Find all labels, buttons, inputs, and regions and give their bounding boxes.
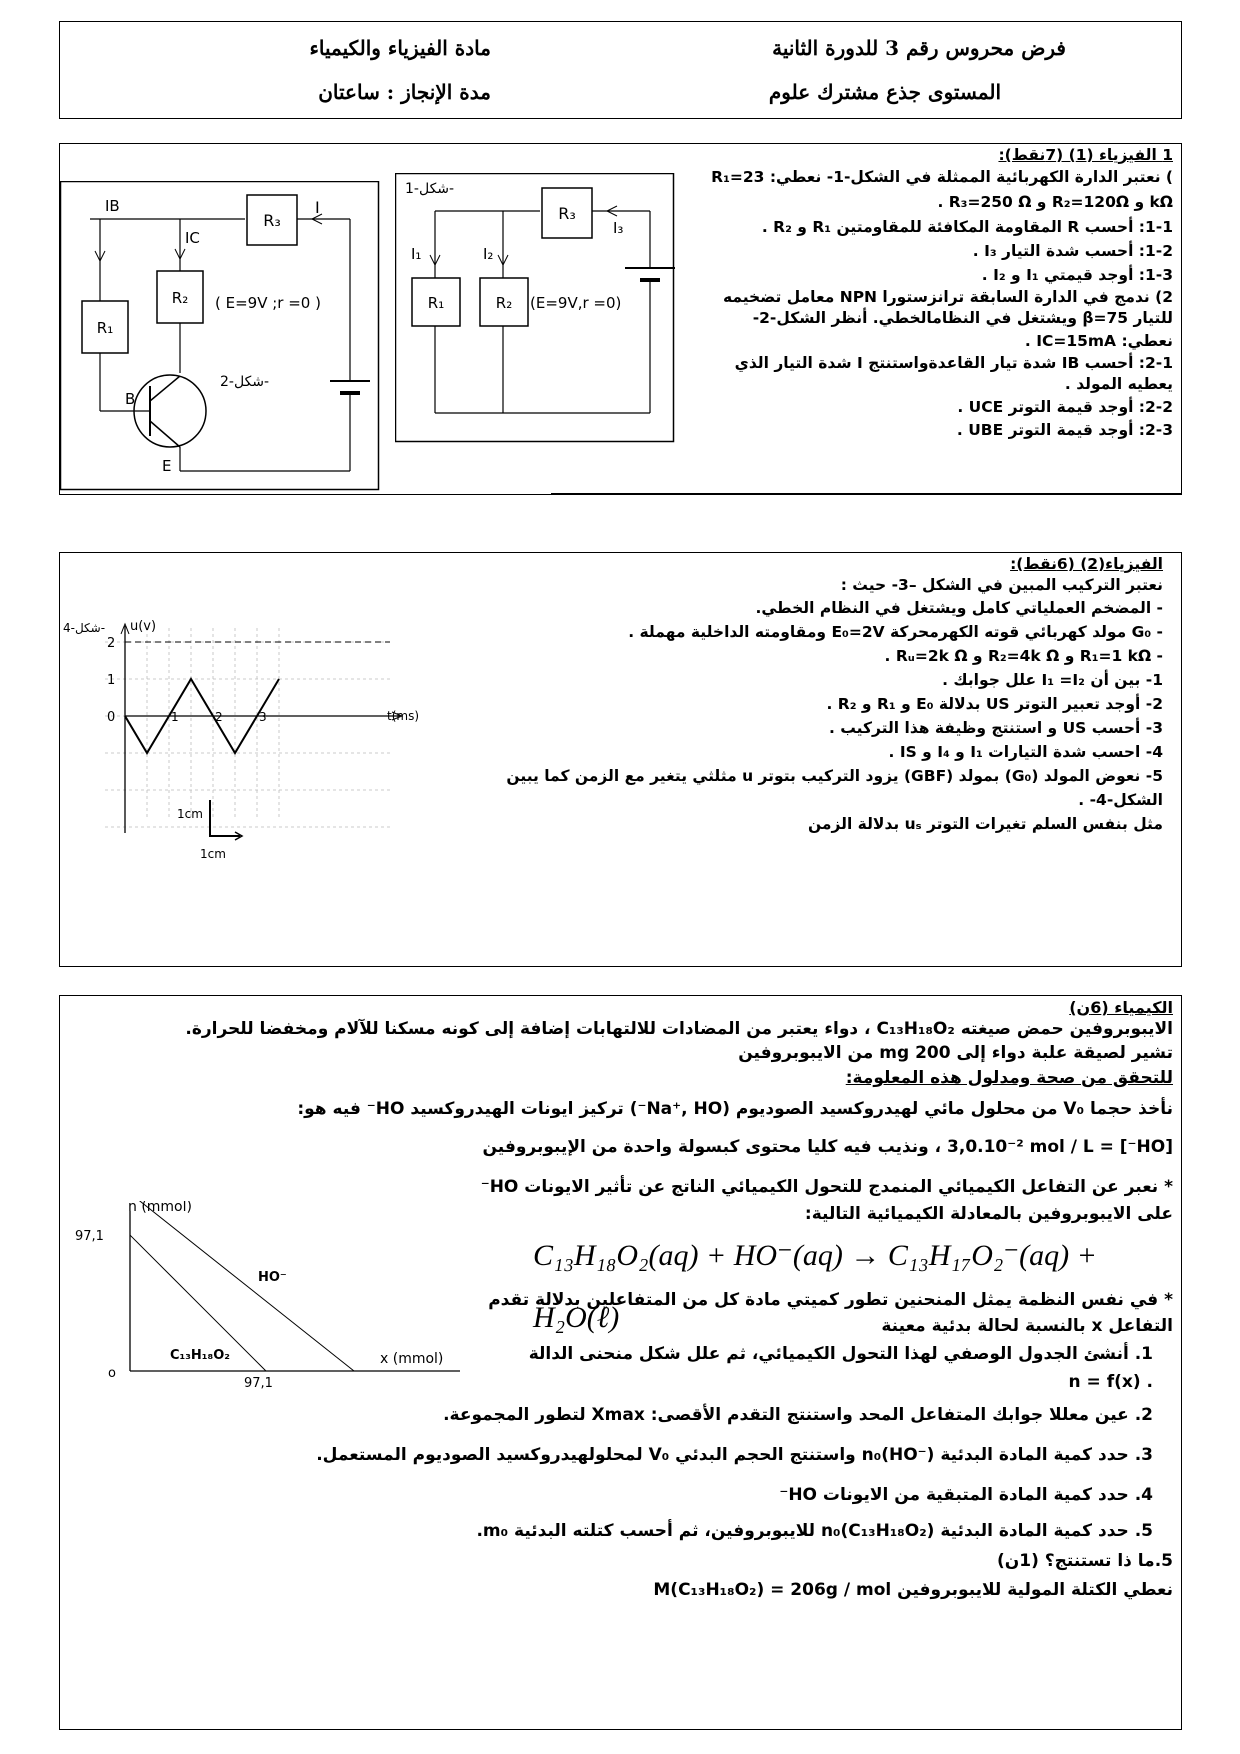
chemistry-q2: 2. عين معللا جوابك المتفاعل المحد واستنتج التقدم الأقصى: Xmax لتطور المجموعة. [443,1405,1153,1425]
y-tick-label: 2 [107,636,116,651]
chemistry-intro-2: تشير لصيقة علبة دواء إلى 200 mg من الايبوبروفين [738,1043,1173,1063]
chemistry-intro-1: الايبوبروفين حمض صيغته C₁₃H₁₈O₂ ، دواء يعتبر من المضادات للالتهابات إضافة إلى كونه مسكنا للآلام ومخفضا للحرارة. [185,1019,1173,1039]
x-value-label: 97,1 [243,1376,273,1391]
fig2-i-label: I [315,198,320,217]
chemistry-q5: 5. حدد كمية المادة البدئية n₀(C₁₃H₁₈O₂) للايبوبروفين، ثم أحسب كتلته البدئية m₀. [476,1521,1153,1541]
physics1-line-4: 1-3: أوجد قيمتي I₁ و I₂ . [981,266,1173,284]
chemistry-q1b: . n = f(x) [1068,1372,1153,1392]
origin-label: o [108,1366,116,1381]
physics2-line-6: 2- أوجد تعبير التوتر US بدلالة E₀ و R₁ و R₂ . [826,695,1163,713]
subject: مادة الفيزياء والكيمياء [309,36,491,60]
chemistry-verify: للتحقق من صحة ومدلول هذه المعلومة: [845,1068,1173,1088]
chemistry-q1a: 1. أنشئ الجدول الوصفي لهذا التحول الكيميائي، ثم علل شكل منحنى الدالة [528,1344,1153,1364]
physics1-line-9: 2-3: أوجد قيمة التوتر UBE . [956,421,1173,439]
graph-caption: شكل-4- [63,621,106,635]
physics2-text [463,555,1163,836]
fig1-r3-label: R₃ [558,204,576,223]
chemistry-q4: 4. حدد كمية المادة المتبقية من الايونات HO⁻ [779,1485,1153,1505]
chemistry-q6: 5.ما ذا تستنتج؟ (1ن) [996,1551,1173,1571]
fig1-caption: شكل-1- [405,181,455,197]
fig2-caption: شكل-2- [220,374,270,390]
x-tick-label: 1 [171,710,179,724]
physics2-line-7: 3- أحسب US و استنتج وظيفة هذا التركيب . [828,719,1163,737]
chemistry-curves-1: * في نفس النظمة يمثل المنحنين تطور كميتي مادة كل من المتفاعلين بدلالة تقدم [488,1290,1173,1310]
scale-y-label: 1cm [177,807,203,821]
exam-title: فرض محروس رقم 3 للدورة الثانية [772,36,1066,60]
fig1-i1-label: I₁ [411,245,422,263]
physics1-line-6: نعطي: IC=15mA . [1024,332,1173,350]
fig1-i3-label: I₃ [613,219,624,237]
physics2-title: الفيزياء(2) (6نقط): [1010,555,1163,573]
fig2-r2-label: R₂ [171,289,189,307]
physics1-line-7: 2-1: أحسب IB شدة تيار القاعدةواستنتج I شدة التيار الذي يعطيه المولد . [734,354,1173,393]
physics1-line-5: 2) ندمج في الدارة السابقة ترانزستورا NPN معامل تضخيمه للتيار β=75 ويشتغل في النظامالخطي. أنظر الشكل-2- [722,288,1173,327]
fig1-gen-label: (E=9V,r =0) [530,294,622,312]
x-tick-label: 2 [215,710,223,724]
chemistry-curves-2: التفاعل x بالنسبة لحالة بدئية معينة [881,1316,1173,1336]
fig2-gen-label: ( E=9V ;r =0 ) [215,294,321,312]
physics2-line-3: - G₀ مولد كهربائي قوته الكهرمحركة E₀=2V ومقاومته الداخلية مهملة . [628,623,1163,641]
x-axis-label: t(ms) [387,709,420,723]
y-tick-label: 1 [107,673,116,688]
physics2-line-10: مثل بنفس السلم تغيرات التوتر uₛ بدلالة الزمن [807,815,1163,833]
curve-ibuprofen-label: C₁₃H₁₈O₂ [170,1348,230,1363]
triangular-voltage-graph [60,618,450,868]
physics1-line-2: 1-1: أحسب R المقاومة المكافئة للمقاومتين R₁ و R₂ . [761,218,1173,236]
physics2-line-4: - R₁=1 kΩ و R₂=4k Ω و Rᵤ=2k Ω . [884,647,1163,665]
fig1-r1-label: R₁ [427,294,445,312]
physics1-text [705,146,1173,441]
chemistry-express-2: على الايبوبروفين بالمعادلة الكيميائية التالية: [804,1204,1173,1224]
chemical-equation: C₁₃H₁₈O₂(aq) + HO⁻(aq) → C₁₃H₁₇O₂⁻(aq) + H₂O(ℓ) [533,1239,1097,1334]
scale-bracket [210,800,240,836]
scale-x-label: 1cm [200,847,226,861]
x-axis-label: x (mmol) [380,1351,444,1367]
physics2-line-8: 4- احسب شدة التيارات I₁ و I₄ و IS . [888,743,1163,761]
fig2-e-label: E [162,457,172,475]
y-axis-label: n (mmol) [128,1201,192,1215]
physics2-line-1: نعتبر التركيب المبين في الشكل –3- حيث : [840,576,1163,594]
physics1-line-3: 1-2: أحسب شدة التيار I₃ . [972,242,1173,260]
physics1-title: 1 الفيزياء (1) (7نقط): [998,146,1173,164]
physics2-box [59,552,1182,967]
fig2-ib-label: IB [105,197,120,215]
fig1-r2-label: R₂ [495,294,513,312]
curve-hydroxide-label: HO⁻ [258,1270,287,1285]
fig2-b-label: B [125,390,136,408]
y-axis-label: u(v) [130,619,157,634]
x-tick-label: 3 [259,710,267,724]
physics1-line-1: ) نعتبر الدارة الكهربائية الممثلة في الشكل-1- نعطي: R₁=23 kΩ و R₂=120Ω و R₃=250 Ω . [711,168,1173,211]
figure-1-circuit [395,173,675,443]
chemistry-express-1: * نعبر عن التفاعل الكيميائي المنمدج للتحول الكيميائي الناتج عن تأثير الايونات HO⁻ [480,1177,1173,1197]
physics1-divider [551,493,1181,494]
fig2-r3-label: R₃ [263,211,281,230]
figure-2-circuit [60,181,380,491]
chemistry-title: الكيمياء (6ن) [1069,998,1173,1017]
physics1-line-8: 2-2: أوجد قيمة التوتر UCE . [957,398,1173,416]
physics2-line-5: 1- بين أن I₁ =I₂ علل جوابك . [942,671,1163,689]
chemistry-text [73,998,1173,1605]
fig2-ic-label: IC [185,229,200,247]
level: المستوى جذع مشترك علوم [768,80,1001,104]
chemistry-conc: [HO⁻] = 3,0.10⁻² mol / L ، ونذيب فيه كليا محتوى كبسولة واحدة من الإيبوبروفين [482,1137,1173,1157]
physics1-box [59,143,1182,495]
physics2-line-9: 5- نعوض المولد (G₀) بمولد (GBF) يزود التركيب بتوتر u مثلثي يتغير مع الزمن كما يبين الشكل-4- . [506,767,1163,809]
chemistry-molar-mass: نعطي الكتلة المولية للايبوبروفين M(C₁₃H₁₈O₂) = 206g / mol [653,1580,1173,1600]
duration: مدة الإنجاز : ساعتان [318,80,491,104]
chemistry-box [59,995,1182,1730]
chemistry-take: نأخذ حجما V₀ من محلول مائي لهيدروكسيد الصوديوم (Na⁺, HO⁻) تركيز ايونات الهيدروكسيد HO⁻ فيه هو: [297,1099,1173,1119]
physics2-line-2: - المضخم العملياتي كامل ويشتغل في النظام الخطي. [755,599,1163,617]
header-box [59,21,1182,119]
fig1-i2-label: I₂ [483,245,494,263]
fig2-r1-label: R₁ [96,319,114,337]
chemistry-q3: 3. حدد كمية المادة البدئية n₀(HO⁻) واستنتج الحجم البدئي V₀ لمحلولهيدروكسيد الصوديوم المستعمل. [316,1445,1153,1465]
y-value-label: 97,1 [75,1229,104,1245]
y-tick-label: 0 [107,710,116,725]
